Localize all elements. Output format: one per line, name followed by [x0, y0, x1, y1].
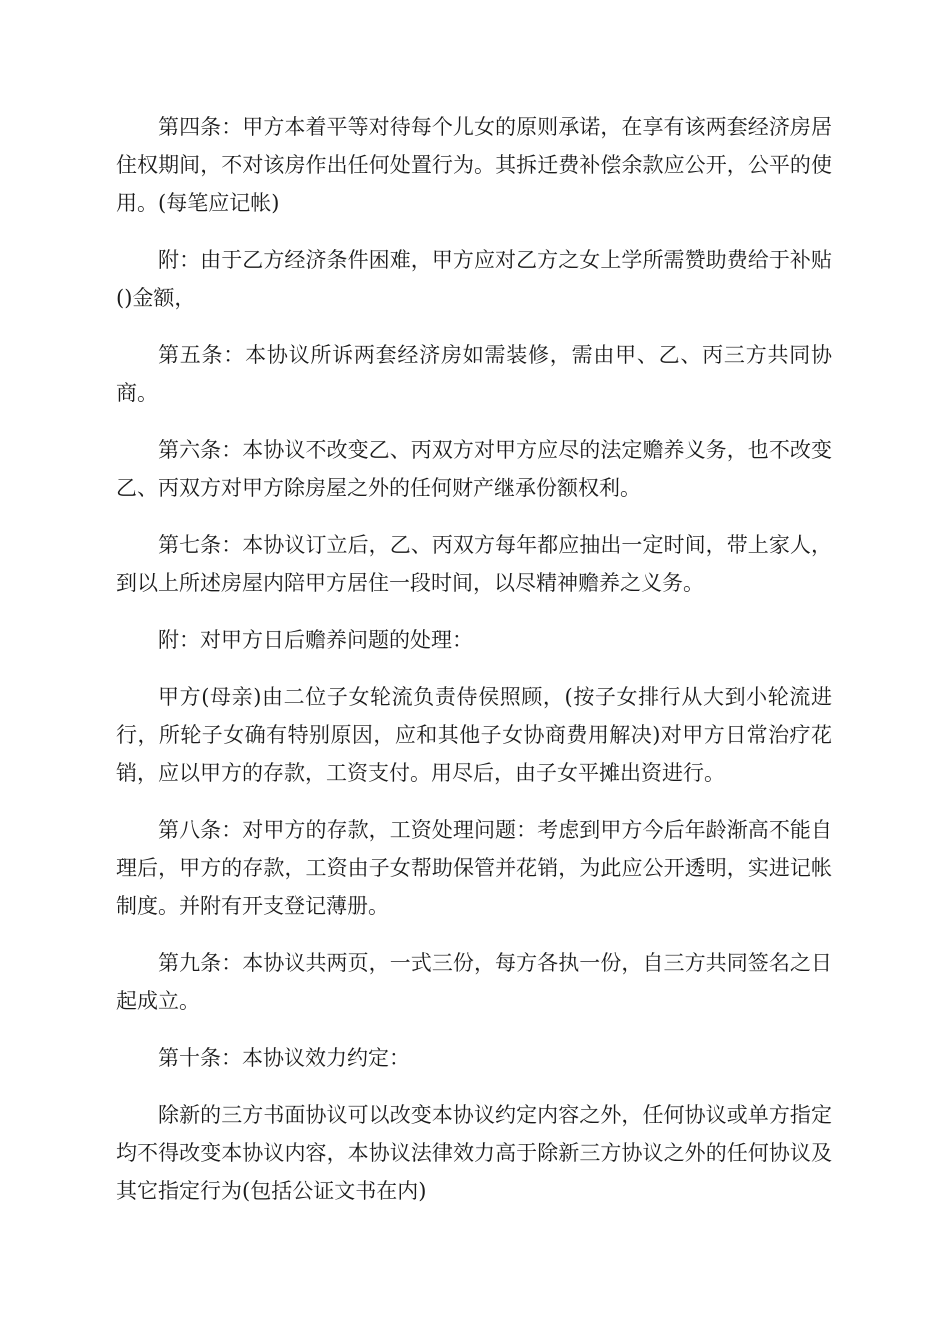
document-page	[116, 108, 832, 1229]
appendix-subsidy-paragraph: 附：由于乙方经济条件困难，甲方应对乙方之女上学所需赞助费给于补贴()金额，	[116, 248, 832, 310]
appendix-support-heading: 附：对甲方日后赡养问题的处理：	[158, 628, 473, 652]
article-10-paragraph: 除新的三方书面协议可以改变本协议约定内容之外，任何协议或单方指定均不得改变本协议内容，本协议法律效力高于除新三方协议之外的任何协议及其它指定行为(包括公证文书在内)	[116, 1103, 832, 1203]
article-10-heading: 第十条：本协议效力约定：	[158, 1046, 410, 1070]
appendix-support-paragraph: 甲方(母亲)由二位子女轮流负责侍侯照顾，(按子女排行从大到小轮流进行，所轮子女确有特别原因，应和其他子女协商费用解决)对甲方日常治疗花销，应以甲方的存款，工资支付。用尽后，由子女平摊出资进行。	[116, 685, 832, 785]
article-9-paragraph: 第九条：本协议共两页，一式三份，每方各执一份，自三方共同签名之日起成立。	[116, 951, 832, 1013]
article-4-paragraph: 第四条：甲方本着平等对待每个儿女的原则承诺，在享有该两套经济房居住权期间，不对该房作出任何处置行为。其拆迁费补偿余款应公开，公平的使用。(每笔应记帐)	[116, 115, 832, 215]
article-6-paragraph: 第六条：本协议不改变乙、丙双方对甲方应尽的法定赡养义务，也不改变乙、丙双方对甲方除房屋之外的任何财产继承份额权利。	[116, 438, 832, 500]
article-5-paragraph: 第五条：本协议所诉两套经济房如需装修，需由甲、乙、丙三方共同协商。	[116, 343, 832, 405]
article-7-paragraph: 第七条：本协议订立后，乙、丙双方每年都应抽出一定时间，带上家人，到以上所述房屋内陪甲方居住一段时间，以尽精神赡养之义务。	[116, 533, 832, 595]
article-8-paragraph: 第八条：对甲方的存款，工资处理问题：考虑到甲方今后年龄渐高不能自理后，甲方的存款，工资由子女帮助保管并花销，为此应公开透明，实进记帐制度。并附有开支登记薄册。	[116, 818, 832, 918]
